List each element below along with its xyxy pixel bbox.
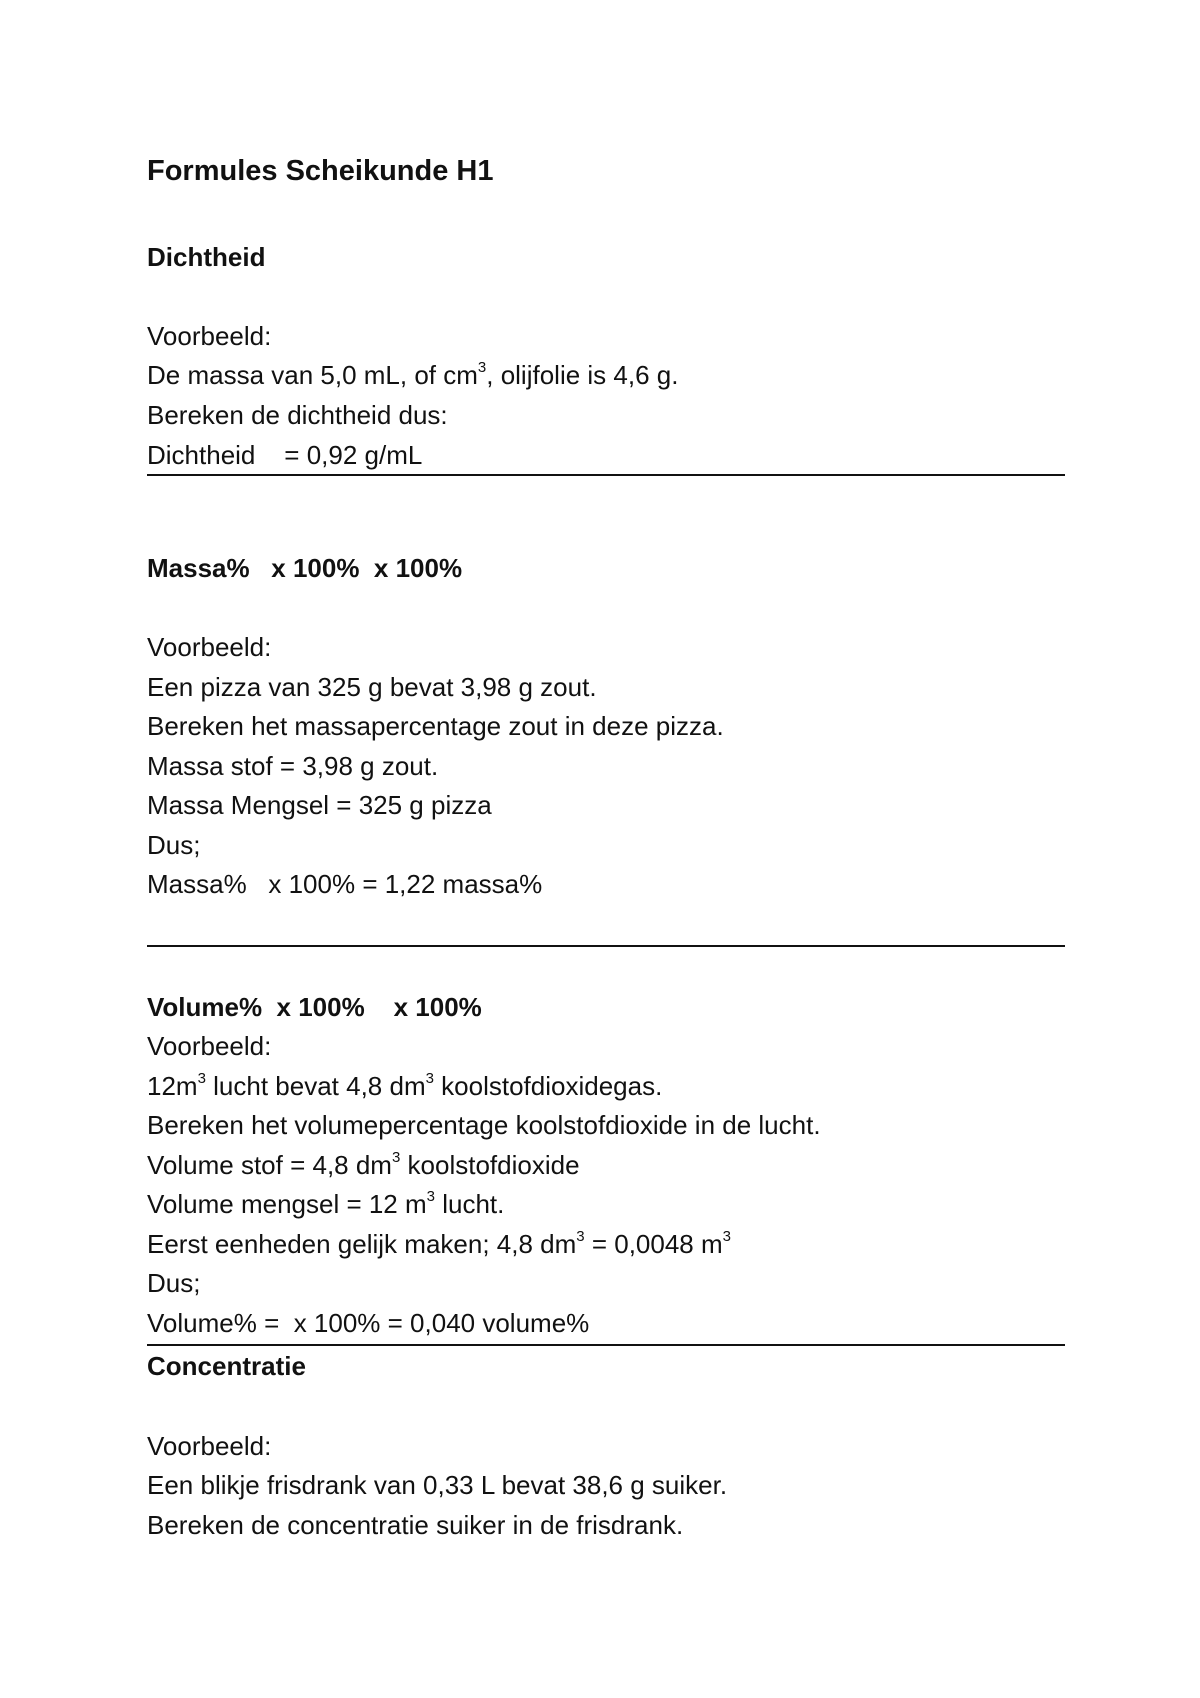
volume-line-6: Dus; bbox=[147, 1268, 201, 1298]
massa-line-4: Massa Mengsel = 325 g pizza bbox=[147, 790, 492, 820]
volume-line-2: Bereken het volumepercentage koolstofdioxide in de lucht. bbox=[147, 1110, 821, 1140]
concentratie-example-label: Voorbeeld: bbox=[147, 1431, 272, 1461]
massa-line-2: Bereken het massapercentage zout in deze pizza. bbox=[147, 711, 724, 741]
volume-line-5: Eerst eenheden gelijk maken; 4,8 $dm^3 = 0,0048$ $m^3$ bbox=[147, 1228, 731, 1259]
divider-2 bbox=[147, 945, 1065, 947]
concentratie-line-2: Bereken de concentratie suiker in de frisdrank. bbox=[147, 1510, 684, 1540]
dichtheid-line-3: Dichtheid = 0,92 g/mL bbox=[147, 440, 423, 470]
volume-line-4: Volume mengsel = 12 $m^3$ lucht. bbox=[147, 1188, 505, 1219]
volume-line-3: Volume stof = 4,8 $dm^3$ koolstofdioxide bbox=[147, 1149, 580, 1180]
volume-line-7: Volume% = x 100% = 0,040 volume% bbox=[147, 1308, 590, 1338]
heading-dichtheid: Dichtheid bbox=[147, 242, 266, 272]
heading-volume: Volume% x 100% x 100% bbox=[147, 992, 482, 1022]
dichtheid-line-1: De massa van 5,0 mL, of $cm^3$, olijfolie is 4,6 g. bbox=[147, 359, 679, 390]
concentratie-line-1: Een blikje frisdrank van 0,33 L bevat 38,6 g suiker. bbox=[147, 1470, 728, 1500]
massa-line-1: Een pizza van 325 g bevat 3,98 g zout. bbox=[147, 672, 597, 702]
divider-3 bbox=[147, 1344, 1065, 1346]
heading-concentratie: Concentratie bbox=[147, 1351, 306, 1381]
dichtheid-line-2: Bereken de dichtheid dus: bbox=[147, 400, 448, 430]
document-title: Formules Scheikunde H1 bbox=[147, 155, 494, 187]
volume-example-label: Voorbeeld: bbox=[147, 1031, 272, 1061]
massa-example-label: Voorbeeld: bbox=[147, 632, 272, 662]
divider-1 bbox=[147, 474, 1065, 476]
heading-massa: Massa% x 100% x 100% bbox=[147, 553, 463, 583]
massa-line-5: Dus; bbox=[147, 830, 201, 860]
massa-line-3: Massa stof = 3,98 g zout. bbox=[147, 751, 439, 781]
massa-line-6: Massa% x 100% = 1,22 massa% bbox=[147, 869, 543, 899]
dichtheid-example-label: Voorbeeld: bbox=[147, 321, 272, 351]
volume-line-1: $12m^3$ lucht bevat 4,8 $dm^3$ koolstofdioxidegas. bbox=[147, 1070, 663, 1101]
